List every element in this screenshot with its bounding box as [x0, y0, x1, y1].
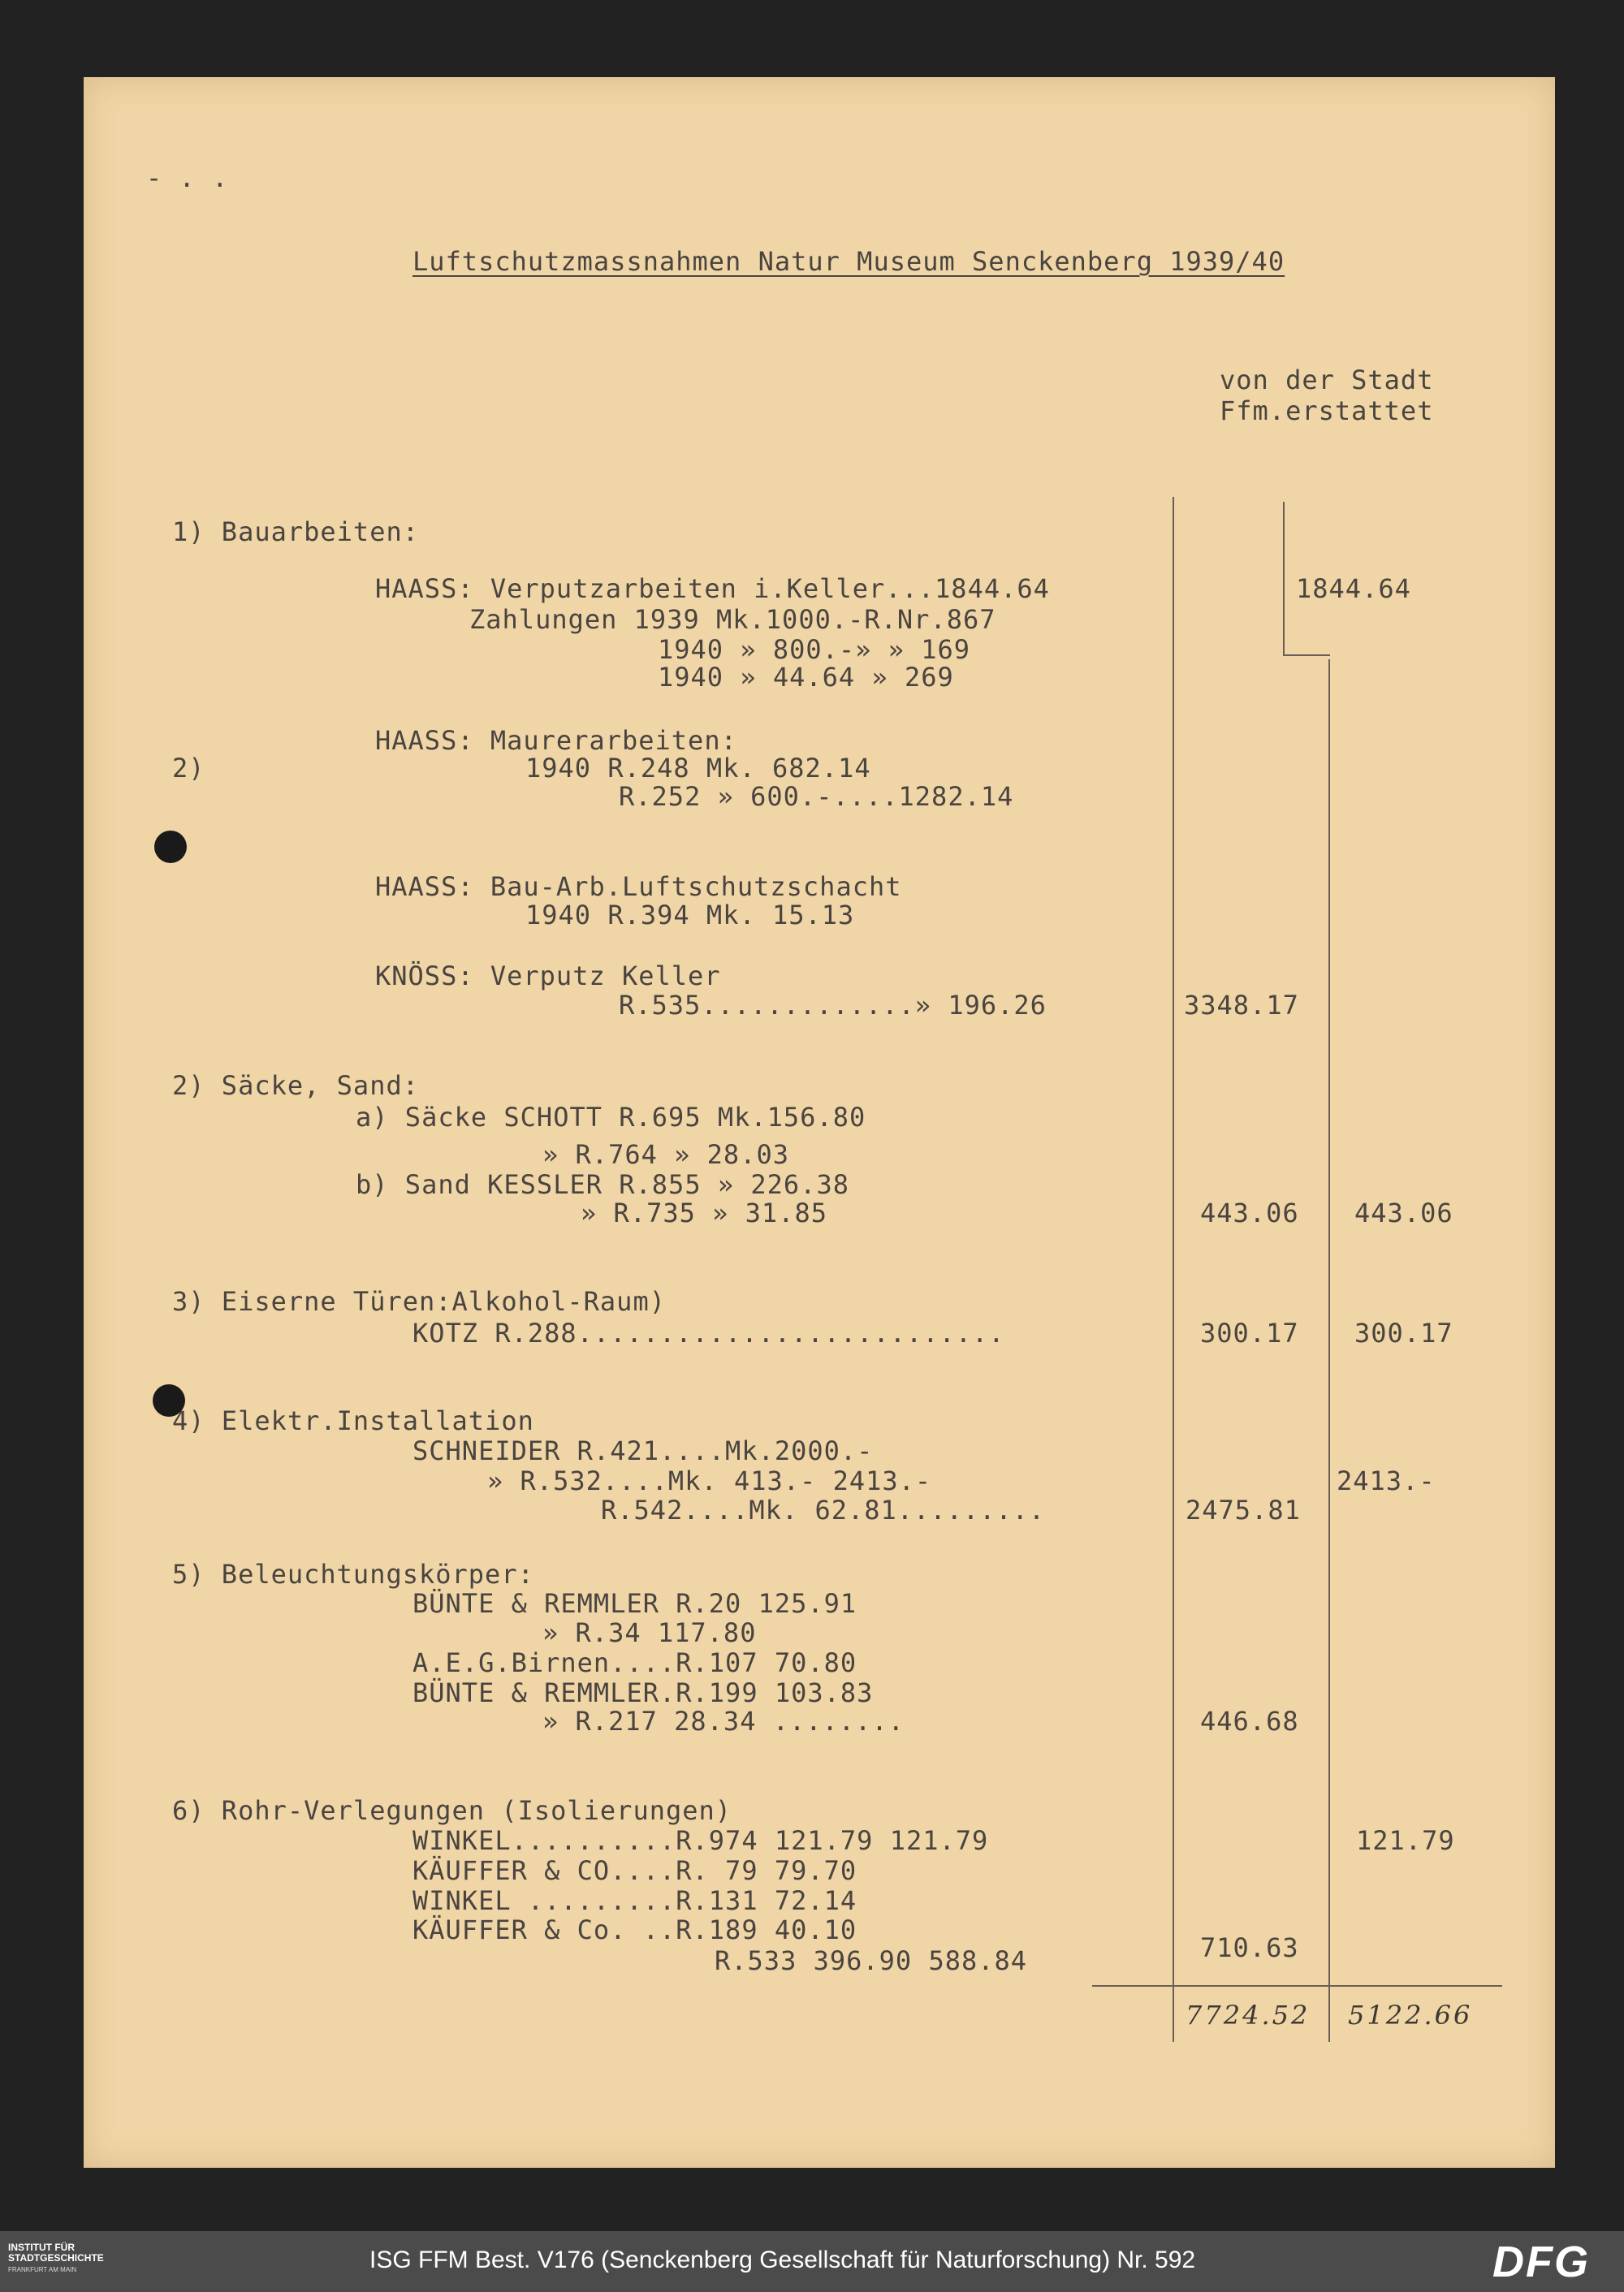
punch-hole-top	[154, 831, 187, 863]
section-2-line2: » R.764 » 28.03	[542, 1139, 789, 1170]
section-3-total: 300.17	[1200, 1318, 1299, 1349]
haass-2-line1: HAASS: Maurerarbeiten:	[375, 725, 737, 756]
section-5-line2: » R.34 117.80	[542, 1617, 757, 1648]
section-6-line1: WINKEL..........R.974 121.79 121.79	[412, 1825, 989, 1856]
haass-1-refund: 1844.64	[1296, 573, 1411, 604]
section-5-heading: 5) Beleuchtungskörper:	[172, 1559, 534, 1590]
section-4-line2: » R.532....Mk. 413.- 2413.-	[487, 1465, 932, 1496]
section-4-line3: R.542....Mk. 62.81.........	[601, 1495, 1046, 1526]
grand-refund: 5122.66	[1348, 2000, 1473, 2031]
archive-footer	[0, 2231, 1624, 2292]
section-2-total: 443.06	[1200, 1198, 1299, 1228]
haass-2-line3: R.252 » 600.-....1282.14	[619, 781, 1014, 812]
section-1-total: 3348.17	[1184, 990, 1299, 1021]
section-4-line1: SCHNEIDER R.421....Mk.2000.-	[412, 1435, 874, 1466]
section-1-heading: 1) Bauarbeiten:	[172, 516, 419, 547]
section-6-line5: R.533 396.90 588.84	[715, 1945, 1028, 1976]
haass-1-line1: HAASS: Verputzarbeiten i.Keller...1844.64	[375, 573, 1050, 604]
column-rule-right-upper	[1283, 502, 1285, 654]
institute-label: INSTITUT FÜR STADTGESCHICHTE	[8, 2242, 104, 2264]
total-rule	[1092, 1985, 1502, 1987]
haass-2-line2: 1940 R.248 Mk. 682.14	[525, 753, 871, 783]
column-rule-jog	[1283, 654, 1330, 656]
section-6-line4: KÄUFFER & Co. ..R.189 40.10	[412, 1914, 857, 1945]
haass-3-line1: HAASS: Bau-Arb.Luftschutzschacht	[375, 871, 902, 902]
archive-signature: ISG FFM Best. V176 (Senckenberg Gesellschaft für Naturforschung) Nr. 592	[369, 2247, 1196, 2273]
section-4-total: 2475.81	[1186, 1495, 1301, 1526]
section-6-refund: 121.79	[1356, 1825, 1455, 1856]
section-3-line: KOTZ R.288..........................	[412, 1318, 1005, 1349]
section-6-heading: 6) Rohr-Verlegungen (Isolierungen)	[172, 1795, 732, 1826]
haass-1-line4: 1940 » 44.64 » 269	[658, 662, 954, 693]
haass-1-line3: 1940 » 800.-» » 169	[658, 634, 971, 665]
section-5-total: 446.68	[1200, 1706, 1299, 1737]
institute-location: FRANKFURT AM MAIN	[8, 2266, 77, 2273]
section-3-refund: 300.17	[1354, 1318, 1453, 1349]
section-5-line4: BÜNTE & REMMLER.R.199 103.83	[412, 1677, 874, 1708]
item-number-2: 2)	[172, 753, 205, 783]
page-marks: - . .	[146, 162, 229, 193]
column-rule-left	[1173, 497, 1174, 2042]
section-4-heading: 4) Elektr.Installation	[172, 1405, 534, 1436]
haass-1-line2: Zahlungen 1939 Mk.1000.-R.Nr.867	[469, 604, 996, 635]
knoess-line2: R.535.............» 196.26	[619, 990, 1047, 1021]
column-rule-right-lower	[1328, 659, 1330, 2042]
header-right-line2: Ffm.erstattet	[1220, 395, 1434, 426]
section-6-line3: WINKEL .........R.131 72.14	[412, 1885, 857, 1916]
haass-3-line2: 1940 R.394 Mk. 15.13	[525, 900, 855, 930]
document-title: Luftschutzmassnahmen Natur Museum Senckenberg 1939/40	[412, 246, 1285, 277]
section-2-line3: b) Sand KESSLER R.855 » 226.38	[356, 1169, 849, 1200]
grand-total: 7724.52	[1186, 2000, 1311, 2031]
section-5-line5: » R.217 28.34 ........	[542, 1706, 905, 1737]
knoess-line1: KNÖSS: Verputz Keller	[375, 960, 721, 991]
section-2-refund: 443.06	[1354, 1198, 1453, 1228]
section-5-line3: A.E.G.Birnen....R.107 70.80	[412, 1647, 857, 1678]
section-6-total: 710.63	[1200, 1932, 1299, 1963]
section-4-refund: 2413.-	[1337, 1465, 1436, 1496]
section-2-heading: 2) Säcke, Sand:	[172, 1070, 419, 1101]
section-2-line1: a) Säcke SCHOTT R.695 Mk.156.80	[356, 1102, 866, 1133]
section-2-line4: » R.735 » 31.85	[581, 1198, 827, 1228]
header-right-line1: von der Stadt	[1220, 365, 1434, 395]
section-5-line1: BÜNTE & REMMLER R.20 125.91	[412, 1588, 857, 1619]
section-6-line2: KÄUFFER & CO....R. 79 79.70	[412, 1855, 857, 1886]
dfg-logo: DFG	[1492, 2238, 1590, 2286]
section-3-heading: 3) Eiserne Türen:Alkohol-Raum)	[172, 1286, 666, 1317]
